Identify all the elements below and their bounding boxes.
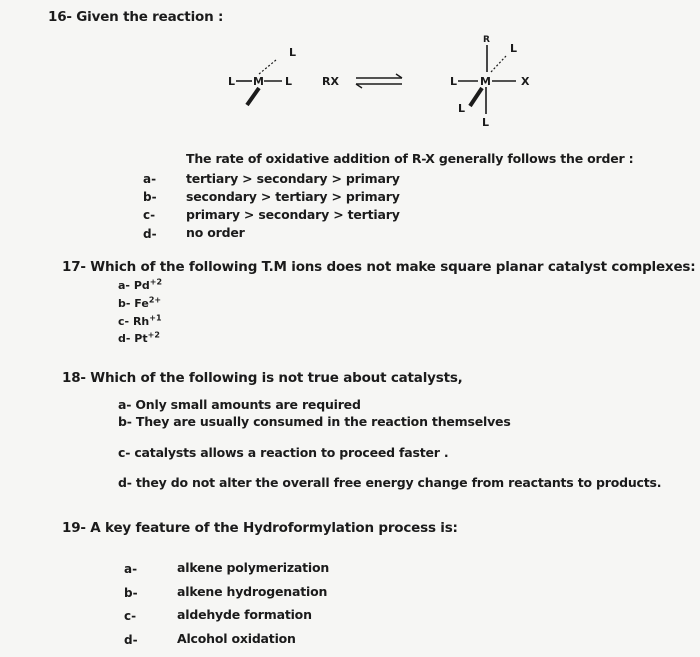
ion-charge: +2 [147,330,160,340]
equilibrium-arrows [356,74,402,88]
ion-symbol: Fe [134,297,149,310]
reactant-ligand-top: L [289,46,297,59]
q18-option-b[interactable]: b- They are usually consumed in the reaction themselves [118,414,511,429]
q18-option-c[interactable]: c- catalysts allows a reaction to proceed faster . [118,445,449,460]
q16-option-letter: a- [143,172,157,186]
q16-option-letter: c- [143,208,156,222]
product-complex [450,35,530,129]
q19-option-letter: b- [124,586,138,600]
q16-option-a[interactable]: tertiary > secondary > primary [186,171,400,186]
product-x: X [521,75,530,88]
q19-option-letter: d- [124,633,138,647]
q17-option-letter: b- [118,297,131,310]
q16-option-letter: d- [143,227,157,241]
q19-option-b[interactable]: alkene hydrogenation [177,584,328,599]
q19-option-letter: a- [124,562,138,576]
product-metal: M [480,75,491,88]
q19-option-c[interactable]: aldehyde formation [177,607,312,622]
q17-option-letter: c- [118,315,130,328]
q16-option-b[interactable]: secondary > tertiary > primary [186,189,400,204]
product-ligand-lower-left: L [458,102,466,115]
q19-option-d[interactable]: Alcohol oxidation [177,631,296,646]
q18-option-d[interactable]: d- they do not alter the overall free energy change from reactants to products. [118,475,662,490]
reagent-rx: RX [322,75,339,88]
q17-option-d[interactable] [118,332,160,345]
reactant-ligand-left: L [228,75,236,88]
q16-stem: The rate of oxidative addition of R-X generally follows the order : [186,151,634,166]
q16-title: 16- Given the reaction : [48,9,224,25]
ion-charge: +1 [149,313,162,323]
reactant-ligand-right: L [285,75,293,88]
q18-stem: 18- Which of the following is not true about catalysts, [62,370,463,386]
q16-option-d[interactable]: no order [186,225,245,240]
q17-option-a[interactable] [118,279,162,292]
q17-option-letter: d- [118,332,131,345]
ion-charge: +2 [149,277,163,287]
product-ligand-bottom: L [482,116,490,129]
q17-option-b[interactable] [118,297,161,310]
q17-option-letter: a- [118,279,130,292]
q16-option-c[interactable]: primary > secondary > tertiary [186,207,400,222]
q17-option-c[interactable] [118,315,162,328]
q16-option-letter: b- [143,190,157,204]
ion-symbol: Pd [133,279,150,292]
q19-option-letter: c- [124,609,137,623]
ion-charge: 2+ [148,295,162,305]
ion-symbol: Pt [134,332,148,345]
reaction-scheme [220,28,550,130]
q17-stem: 17- Which of the following T.M ions does not make square planar catalyst complexes: [62,259,696,275]
ion-symbol: Rh [132,315,150,328]
reactant-metal: M [253,75,264,88]
product-ligand-top-right: L [510,42,518,55]
reactant-complex [228,46,296,105]
product-top-group: R [483,35,490,45]
q19-option-a[interactable]: alkene polymerization [177,560,330,575]
q18-option-a[interactable]: a- Only small amounts are required [118,397,361,412]
product-ligand-left: L [450,75,458,88]
q19-stem: 19- A key feature of the Hydroformylation process is: [62,520,458,536]
